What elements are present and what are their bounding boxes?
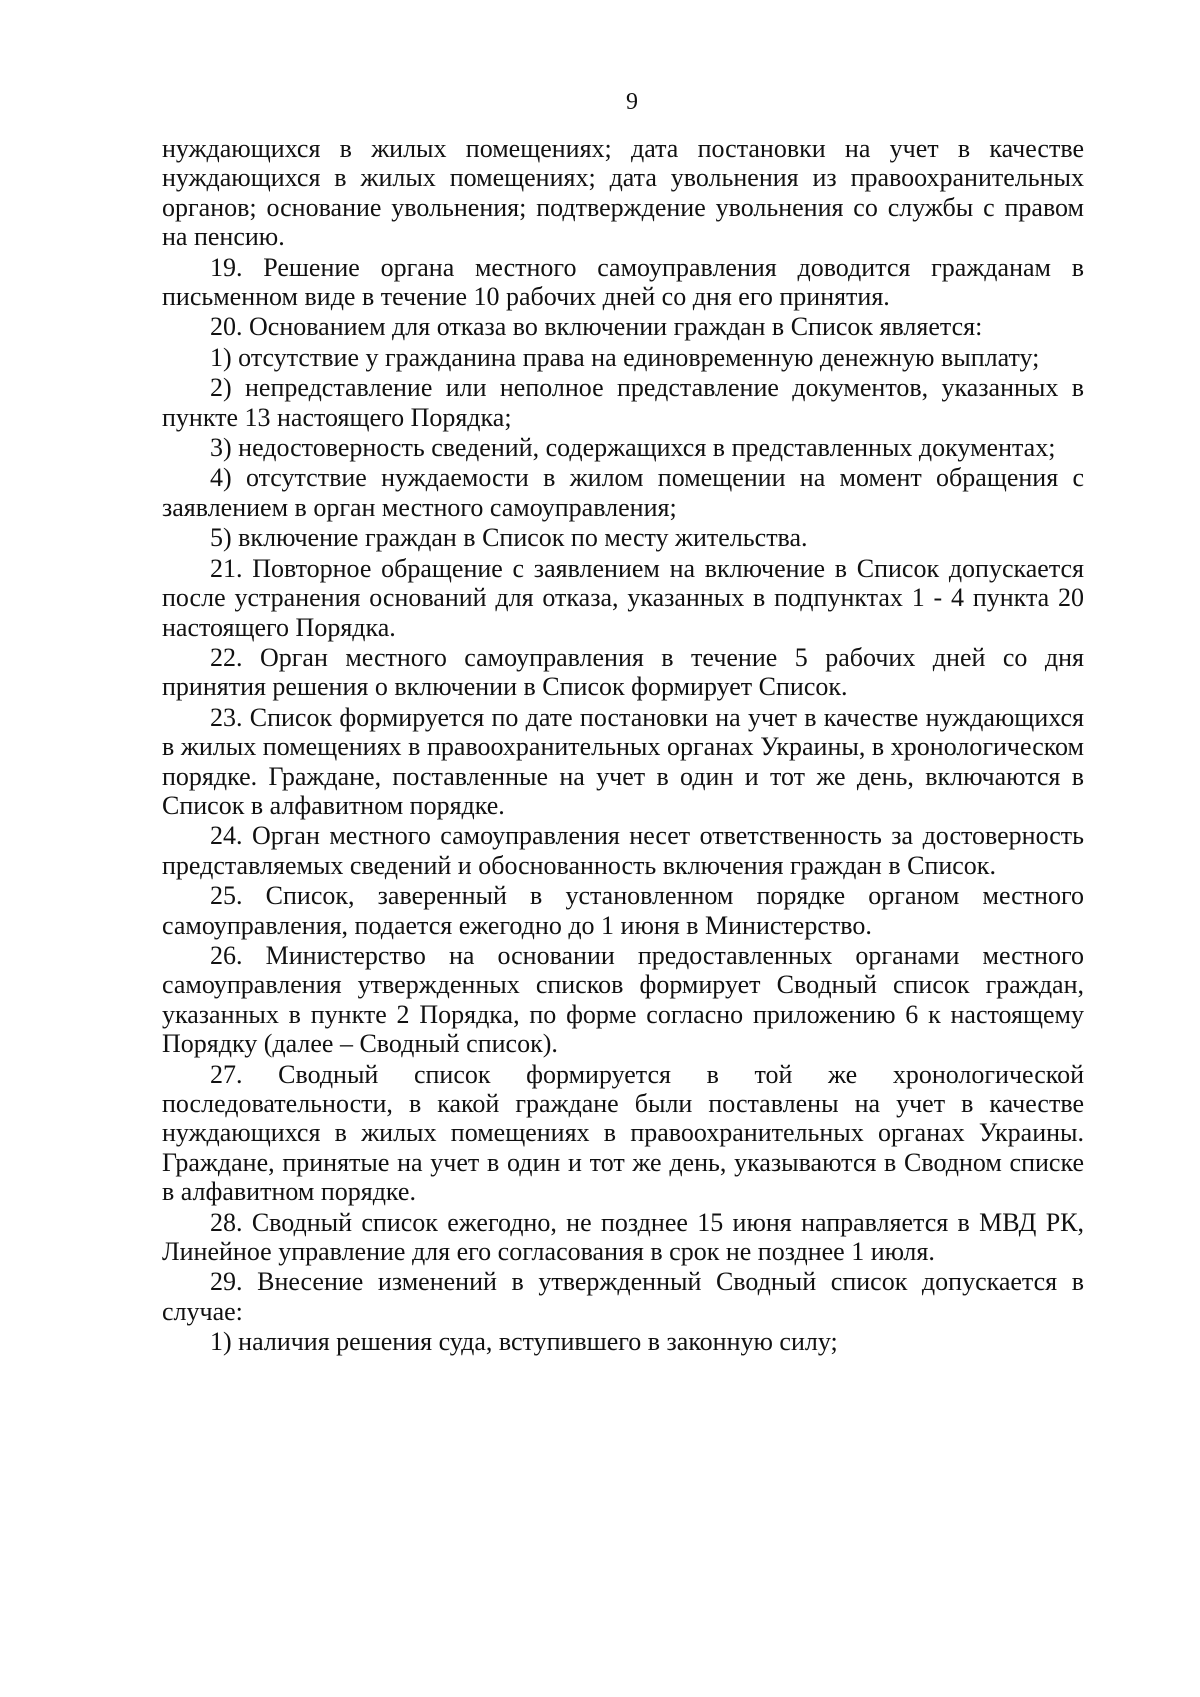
paragraph-25: 25. Список, заверенный в установленном порядке органом местного самоуправления, подается ежегодно до 1 июня в Министерство. <box>162 881 1084 940</box>
paragraph-26: 26. Министерство на основании предоставленных органами местного самоуправления утвержденных списков формирует Сводный список граждан, указанных в пункте 2 Порядка, по форме согласно приложению 6 к настоящему Порядку (далее – Сводный список). <box>162 940 1084 1059</box>
paragraph-29: 29. Внесение изменений в утвержденный Сводный список допускается в случае: <box>162 1267 1084 1326</box>
paragraph-27: 27. Сводный список формируется в той же хронологической последовательности, в какой граждане были поставлены на учет в качестве нуждающихся в жилых помещениях в правоохранительных органах Украины. Граждане, принятые на учет в один и тот же день, указываются в Сводном списке в алфавитном порядке. <box>162 1059 1084 1207</box>
paragraph-20-item-4: 4) отсутствие нуждаемости в жилом помещении на момент обращения с заявлением в орган местного самоуправления; <box>162 463 1084 522</box>
paragraph-29-item-1: 1) наличия решения суда, вступившего в законную силу; <box>210 1327 838 1357</box>
paragraph-20-item-1: 1) отсутствие у гражданина права на единовременную денежную выплату; <box>210 342 1040 372</box>
paragraph-24: 24. Орган местного самоуправления несет ответственность за достоверность представляемых сведений и обоснованность включения граждан в Список. <box>162 821 1084 880</box>
page-number: 9 <box>626 89 638 115</box>
paragraph-28: 28. Сводный список ежегодно, не позднее 15 июня направляется в МВД РК, Линейное управление для его согласования в срок не позднее 1 июля. <box>162 1207 1084 1267</box>
paragraph-20-item-5: 5) включение граждан в Список по месту жительства. <box>210 523 808 553</box>
paragraph-19: 19. Решение органа местного самоуправления доводится гражданам в письменном виде в течение 10 рабочих дней со дня его принятия. <box>162 252 1084 312</box>
paragraph-20-item-2: 2) непредставление или неполное представление документов, указанных в пункте 13 настоящего Порядка; <box>162 373 1084 432</box>
paragraph-continuation: нуждающихся в жилых помещениях; дата постановки на учет в качестве нуждающихся в жилых помещениях; дата увольнения из правоохранительных органов; основание увольнения; подтверждение увольнения со службы с правом на пенсию. <box>162 134 1084 252</box>
paragraph-21: 21. Повторное обращение с заявлением на включение в Список допускается после устранения оснований для отказа, указанных в подпунктах 1 - 4 пункта 20 настоящего Порядка. <box>162 553 1084 642</box>
paragraph-20: 20. Основанием для отказа во включении граждан в Список является: <box>210 312 983 342</box>
paragraph-22: 22. Орган местного самоуправления в течение 5 рабочих дней со дня принятия решения о включении в Список формирует Список. <box>162 642 1084 702</box>
paragraph-20-item-3: 3) недостоверность сведений, содержащихся в представленных документах; <box>210 433 1056 463</box>
paragraph-23: 23. Список формируется по дате постановки на учет в качестве нуждающихся в жилых помещениях в правоохранительных органах Украины, в хронологическом порядке. Граждане, поставленные на учет в один и тот же день, включаются в Список в алфавитном порядке. <box>162 702 1084 820</box>
document-body <box>162 134 1084 1357</box>
